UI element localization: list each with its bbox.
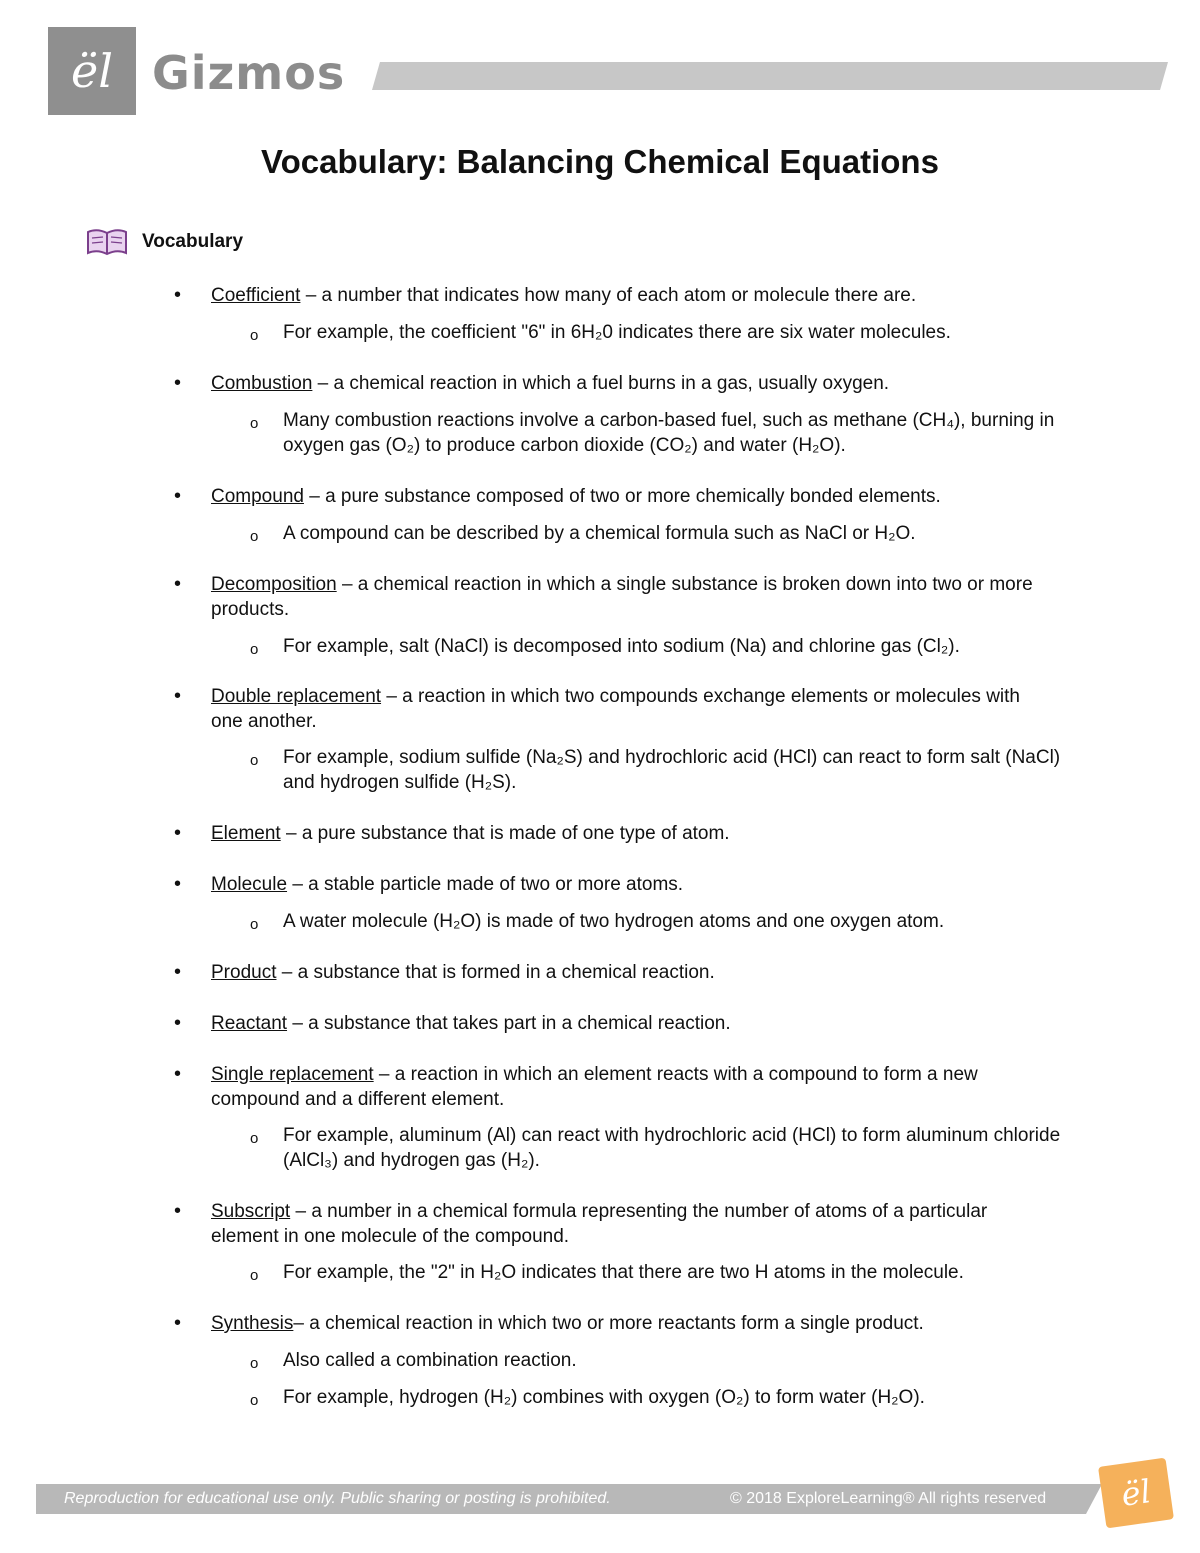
footer-notice: Reproduction for educational use only. Public sharing or posting is prohibited. [64, 1490, 611, 1507]
term: Product [211, 962, 277, 983]
example-text: For example, sodium sulfide (Na₂S) and hydrochloric acid (HCl) can react to form salt (NaCl) and hydrogen sulfide (H₂S). [283, 747, 1061, 793]
explorelearning-logo: ël [48, 27, 136, 115]
definition: – a reaction in which two compounds exchange elements or molecules with one another. [211, 686, 1020, 732]
sub-bullet: o [250, 752, 259, 769]
bullet: • [174, 685, 182, 707]
bullet: • [174, 1063, 182, 1085]
header-bar [372, 62, 1168, 90]
bullet: • [174, 1200, 182, 1222]
sub-bullet: o [250, 1392, 259, 1409]
sub-bullet: o [250, 415, 259, 432]
definition: – a chemical reaction in which a fuel burns in a gas, usually oxygen. [312, 373, 890, 394]
bullet: • [174, 485, 182, 507]
example-text: A compound can be described by a chemical formula such as NaCl or H₂O. [283, 523, 916, 544]
bullet: • [174, 822, 182, 844]
example-text: For example, hydrogen (H₂) combines with oxygen (O₂) to form water (H₂O). [283, 1387, 925, 1408]
term: Double replacement [211, 686, 382, 707]
footer-logo: ël [1098, 1458, 1174, 1529]
sub-bullet: o [250, 1355, 259, 1372]
bullet: • [174, 961, 182, 983]
sub-bullet: o [250, 528, 259, 545]
book-icon [86, 228, 128, 256]
definition: – a number that indicates how many of each atom or molecule there are. [300, 285, 917, 306]
term: Synthesis [211, 1313, 294, 1334]
term: Compound [211, 486, 304, 507]
term: Decomposition [211, 574, 337, 595]
definition: – a reaction in which an element reacts with a compound to form a new compound and a different element. [211, 1064, 978, 1110]
term: Reactant [211, 1013, 288, 1034]
bullet: • [174, 284, 182, 306]
vocabulary-label: Vocabulary [142, 231, 244, 252]
definition: – a pure substance that is made of one type of atom. [280, 823, 730, 844]
bullet: • [174, 1312, 182, 1334]
term: Subscript [211, 1201, 291, 1222]
example-text: Also called a combination reaction. [283, 1350, 577, 1371]
example-text: A water molecule (H₂O) is made of two hydrogen atoms and one oxygen atom. [283, 911, 945, 932]
sub-bullet: o [250, 327, 259, 344]
bullet: • [174, 1012, 182, 1034]
definition: – a number in a chemical formula representing the number of atoms of a particular element in one molecule of the compound. [211, 1201, 988, 1247]
sub-bullet: o [250, 1267, 259, 1284]
example-text: For example, the "2" in H₂O indicates that there are two H atoms in the molecule. [283, 1262, 964, 1283]
example-text: For example, the coefficient "6" in 6H₂0 indicates there are six water molecules. [283, 322, 951, 343]
definition: – a stable particle made of two or more atoms. [287, 874, 684, 895]
term: Element [211, 823, 281, 844]
page-title: Vocabulary: Balancing Chemical Equations [261, 143, 939, 180]
sub-bullet: o [250, 641, 259, 658]
example-text: For example, salt (NaCl) is decomposed into sodium (Na) and chlorine gas (Cl₂). [283, 636, 960, 657]
term: Coefficient [211, 285, 301, 306]
vocabulary-heading [86, 228, 243, 256]
definition: – a pure substance composed of two or more chemically bonded elements. [303, 486, 941, 507]
definition: – a chemical reaction in which a single substance is broken down into two or more products. [211, 574, 1033, 620]
term: Molecule [211, 874, 288, 895]
footer-copyright: © 2018 ExploreLearning® All rights reserved [730, 1490, 1047, 1507]
example-text: Many combustion reactions involve a carbon-based fuel, such as methane (CH₄), burning in oxygen gas (O₂) to produce carbon dioxide (CO₂) and water (H₂O). [283, 410, 1055, 456]
definition: – a substance that is formed in a chemical reaction. [276, 962, 715, 983]
definition: – a chemical reaction in which two or more reactants form a single product. [293, 1313, 924, 1334]
example-text: For example, aluminum (Al) can react with hydrochloric acid (HCl) to form aluminum chloride (AlCl₃) and hydrogen gas (H₂). [283, 1125, 1061, 1171]
bullet: • [174, 573, 182, 595]
definition: – a substance that takes part in a chemical reaction. [287, 1013, 731, 1034]
term: Single replacement [211, 1064, 374, 1085]
sub-bullet: o [250, 916, 259, 933]
term: Combustion [211, 373, 313, 394]
bullet: • [174, 372, 182, 394]
bullet: • [174, 873, 182, 895]
brand-name: Gizmos [152, 46, 346, 100]
sub-bullet: o [250, 1130, 259, 1147]
